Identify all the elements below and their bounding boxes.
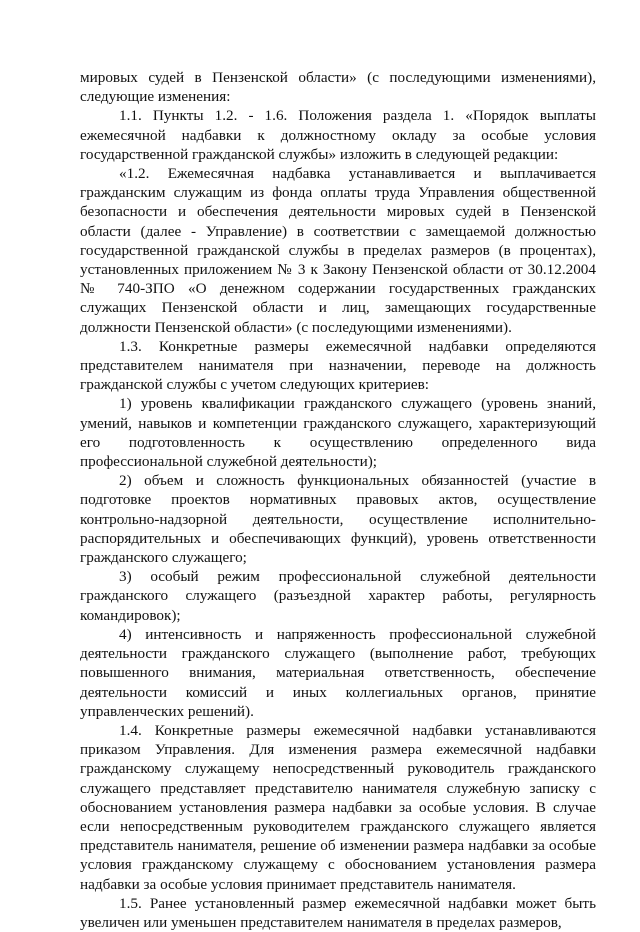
paragraph-intro-continuation: мировых судей в Пензенской области» (с последующими изменениями), следующие изменения: xyxy=(80,69,596,106)
criterion-3: 3) особый режим профессиональной служебной деятельности гражданского служащего (разъездной характер работы, регулярность командировок); xyxy=(80,568,596,624)
criterion-2: 2) объем и сложность функциональных обязанностей (участие в подготовке проектов нормативных правовых актов, осуществление контрольно-надзорной деятельности, осуществление исполнительно-распорядительных и обеспечивающих функций), уровень ответственности гражданского служащего; xyxy=(80,472,596,567)
paragraph-1-4: 1.4. Конкретные размеры ежемесячной надбавки устанавливаются приказом Управления. Для изменения размера ежемесячной надбавки гражданскому служащему непосредственный руководитель гражданского служащего представляет представителю нанимателя служебную записку с обоснованием установления размера надбавки за особые условия. В случае если непосредственным руководителем гражданского служащего является представитель нанимателя, решение об изменении размера надбавки за особые условия гражданскому служащему с обоснованием установления размера надбавки за особые условия принимает представитель нанимателя. xyxy=(80,721,596,893)
paragraph-1-3: 1.3. Конкретные размеры ежемесячной надбавки определяются представителем нанимателя при назначении, переводе на должность гражданской службы с учетом следующих критериев: xyxy=(80,337,596,394)
criterion-1: 1) уровень квалификации гражданского служащего (уровень знаний, умений, навыков и компетенции гражданского служащего, характеризующий его подготовленность к осуществлению определенного вида профессиональной служебной деятельности); xyxy=(80,395,596,471)
paragraph-1-5: 1.5. Ранее установленный размер ежемесячной надбавки может быть увеличен или уменьшен представителем нанимателя в пределах размеров, xyxy=(80,894,596,931)
paragraph-1-2: «1.2. Ежемесячная надбавка устанавливается и выплачивается гражданским служащим из фонда оплаты труда Управления общественной безопасности и обеспечения деятельности мировых судей в Пензенской области (далее - Управление) в соответствии с замещаемой должностью государственной гражданской службы в пределах размеров (в процентах), установленных приложением № 3 к Закону Пензенской области от 30.12.2004 № 740-ЗПО «О денежном содержании государственных гражданских служащих Пензенской области и лиц, замещающих государственные должности Пензенской области» (с последующими изменениями). xyxy=(80,165,596,336)
criterion-4: 4) интенсивность и напряженность профессиональной служебной деятельности гражданского служащего (выполнение работ, требующих повышенного внимания, материальная ответственность, обеспечение деятельности комиссий и иных коллегиальных органов, принятие управленческих решений). xyxy=(80,625,596,720)
paragraph-1-1: 1.1. Пункты 1.2. - 1.6. Положения раздела 1. «Порядок выплаты ежемесячной надбавки к должностному окладу за особые условия государственной гражданской службы» изложить в следующей редакции: xyxy=(80,107,596,163)
